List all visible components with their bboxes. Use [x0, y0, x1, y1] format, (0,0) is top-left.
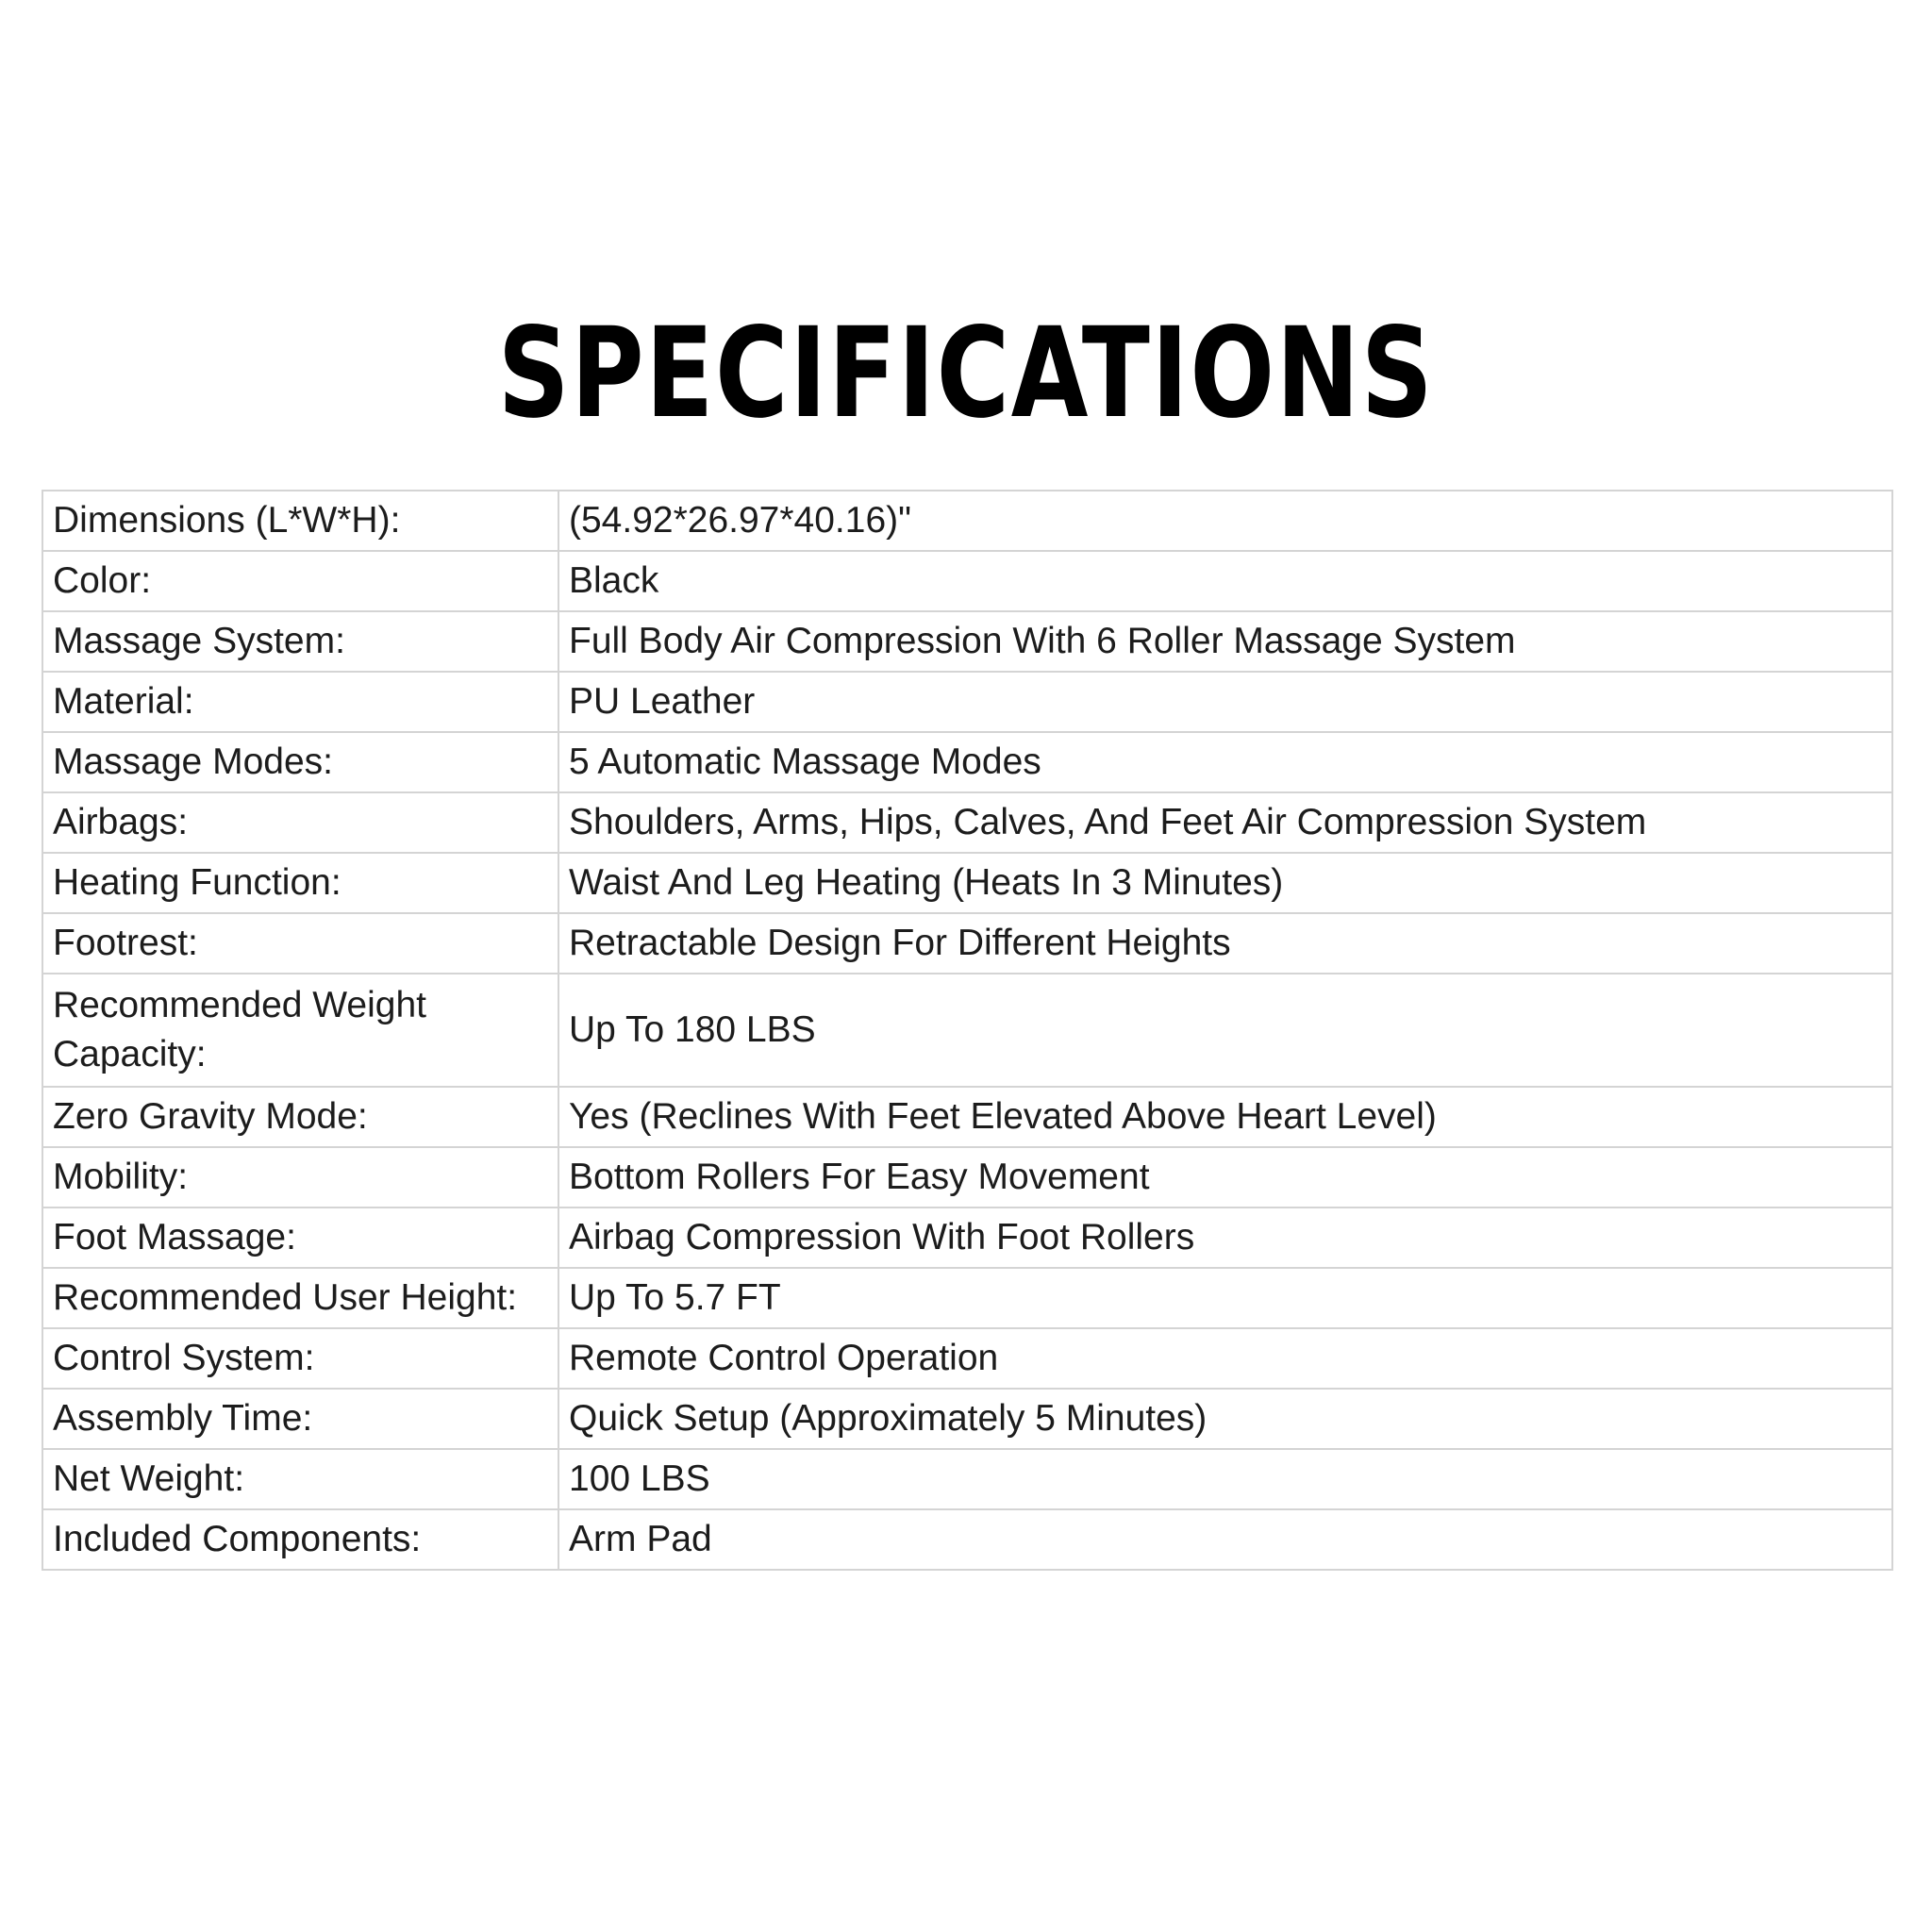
- spec-label: Included Components:: [42, 1509, 558, 1570]
- table-row: [42, 853, 1892, 913]
- table-row: [42, 913, 1892, 974]
- spec-value: (54.92*26.97*40.16)": [558, 491, 1892, 551]
- spec-label: Airbags:: [42, 792, 558, 853]
- table-row: [42, 1087, 1892, 1147]
- table-row: [42, 1328, 1892, 1389]
- spec-value: Bottom Rollers For Easy Movement: [558, 1147, 1892, 1208]
- spec-label: Color:: [42, 551, 558, 611]
- spec-value: Remote Control Operation: [558, 1328, 1892, 1389]
- table-row: [42, 672, 1892, 732]
- table-row: [42, 611, 1892, 672]
- spec-value: Black: [558, 551, 1892, 611]
- spec-label: Control System:: [42, 1328, 558, 1389]
- spec-label: Massage Modes:: [42, 732, 558, 792]
- page-title: SPECIFICATIONS: [497, 301, 1435, 446]
- spec-value: Quick Setup (Approximately 5 Minutes): [558, 1389, 1892, 1449]
- spec-label: Mobility:: [42, 1147, 558, 1208]
- table-row: [42, 1147, 1892, 1208]
- spec-label: Assembly Time:: [42, 1389, 558, 1449]
- spec-value: 5 Automatic Massage Modes: [558, 732, 1892, 792]
- spec-value: Airbag Compression With Foot Rollers: [558, 1208, 1892, 1268]
- table-row: [42, 732, 1892, 792]
- specifications-table: [42, 490, 1893, 1571]
- spec-value: Waist And Leg Heating (Heats In 3 Minutes): [558, 853, 1892, 913]
- spec-label: Foot Massage:: [42, 1208, 558, 1268]
- table-row: [42, 974, 1892, 1087]
- spec-value: Full Body Air Compression With 6 Roller Massage System: [558, 611, 1892, 672]
- spec-value: Up To 5.7 FT: [558, 1268, 1892, 1328]
- spec-value: Yes (Reclines With Feet Elevated Above Heart Level): [558, 1087, 1892, 1147]
- spec-value: Up To 180 LBS: [558, 974, 1892, 1087]
- table-row: [42, 792, 1892, 853]
- spec-label: Recommended User Height:: [42, 1268, 558, 1328]
- spec-label: Recommended Weight Capacity:: [42, 974, 558, 1087]
- spec-value: PU Leather: [558, 672, 1892, 732]
- spec-label: Material:: [42, 672, 558, 732]
- spec-value: 100 LBS: [558, 1449, 1892, 1509]
- spec-value: Arm Pad: [558, 1509, 1892, 1570]
- spec-label: Zero Gravity Mode:: [42, 1087, 558, 1147]
- spec-label: Dimensions (L*W*H):: [42, 491, 558, 551]
- spec-label: Footrest:: [42, 913, 558, 974]
- table-row: [42, 491, 1892, 551]
- spec-label: Heating Function:: [42, 853, 558, 913]
- spec-label: Massage System:: [42, 611, 558, 672]
- table-row: [42, 1509, 1892, 1570]
- table-row: [42, 1449, 1892, 1509]
- table-row: [42, 1208, 1892, 1268]
- table-row: [42, 1268, 1892, 1328]
- spec-value: Retractable Design For Different Heights: [558, 913, 1892, 974]
- table-row: [42, 551, 1892, 611]
- spec-value: Shoulders, Arms, Hips, Calves, And Feet Air Compression System: [558, 792, 1892, 853]
- spec-label: Net Weight:: [42, 1449, 558, 1509]
- table-row: [42, 1389, 1892, 1449]
